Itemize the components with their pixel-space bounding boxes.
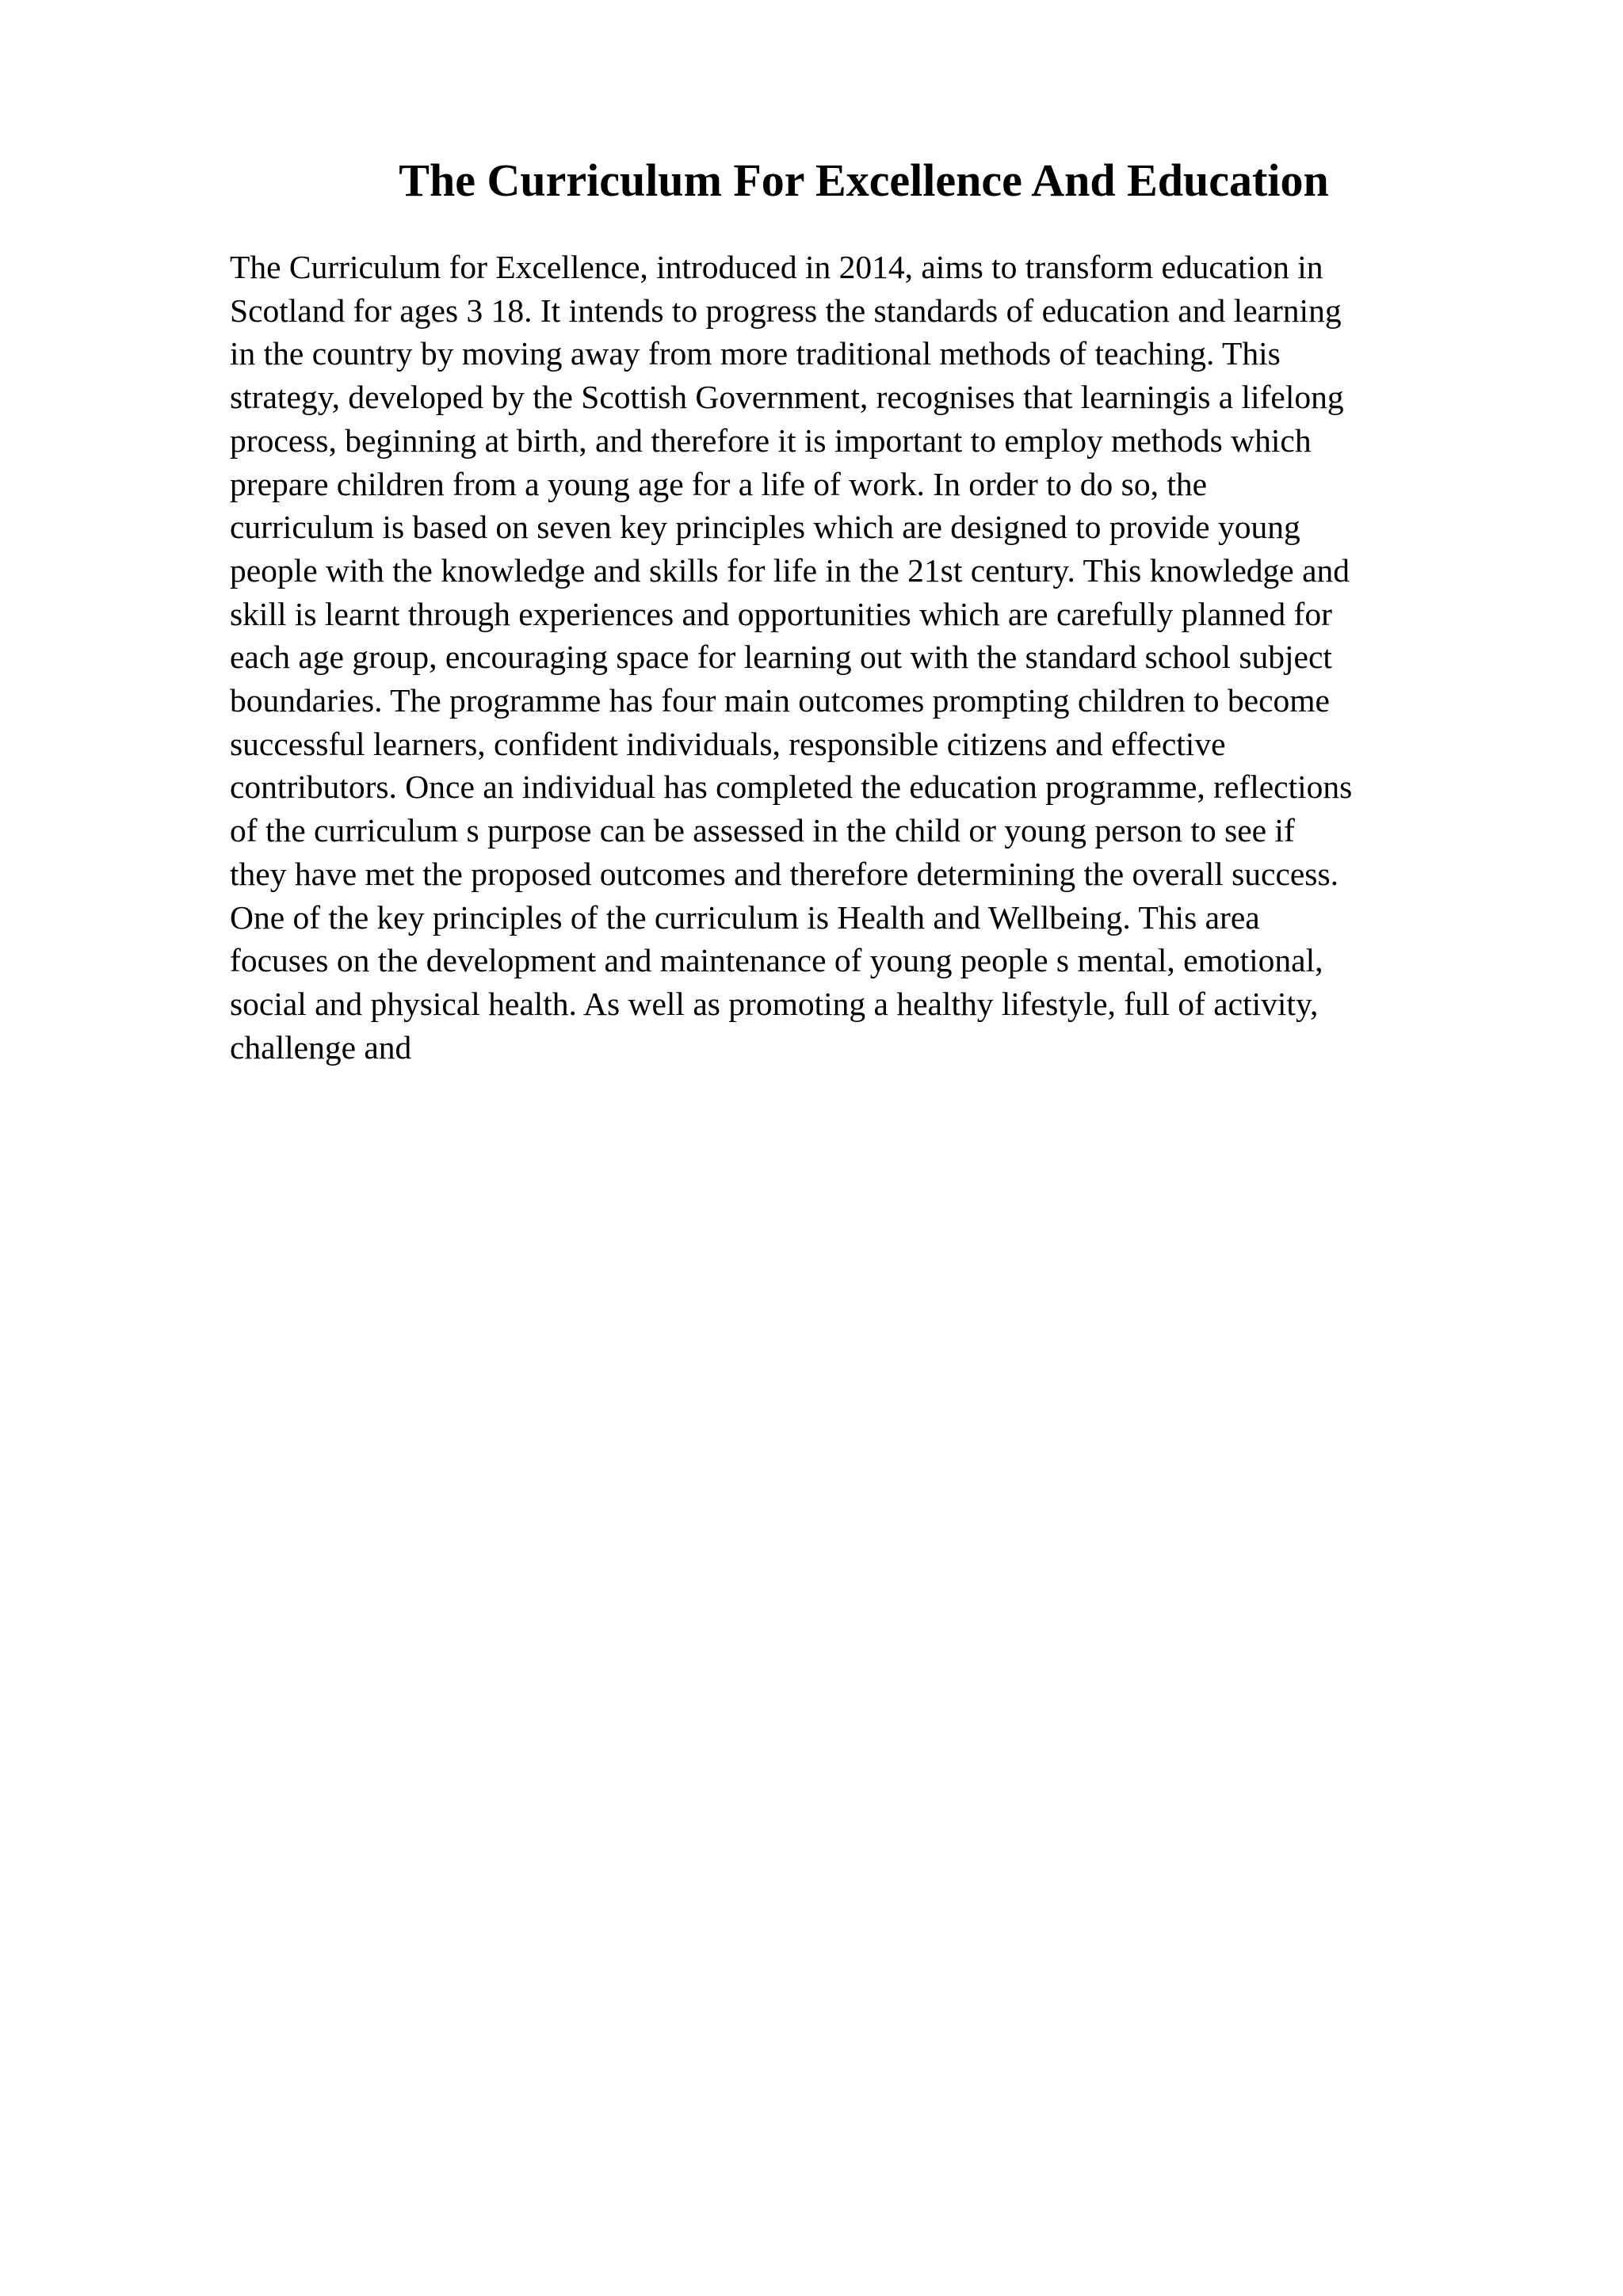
body-line: skill is learnt through experiences and opportunities which are carefully planned for <box>230 595 1332 632</box>
body-line: One of the key principles of the curriculum is Health and Wellbeing. This area <box>230 898 1260 936</box>
body-line: focuses on the development and maintenance of young people s mental, emotional, <box>230 942 1323 979</box>
body-line: of the curriculum s purpose can be assessed in the child or young person to see if <box>230 812 1295 849</box>
body-line: The Curriculum for Excellence, introduced in 2014, aims to transform education in <box>230 249 1323 285</box>
body-line: social and physical health. As well as promoting a healthy lifestyle, full of activity, <box>230 985 1319 1022</box>
body-line: prepare children from a young age for a life of work. In order to do so, the <box>230 465 1208 502</box>
body-line: they have met the proposed outcomes and therefore determining the overall success. <box>230 855 1338 892</box>
body-line: challenge and <box>230 1028 412 1066</box>
body-line: successful learners, confident individuals, responsible citizens and effective <box>230 725 1226 762</box>
body-line: contributors. Once an individual has completed the education programme, reflections <box>230 769 1353 806</box>
body-line: process, beginning at birth, and therefore it is important to employ methods which <box>230 421 1312 459</box>
document-body <box>230 246 1514 1069</box>
body-line: curriculum is based on seven key principles which are designed to provide young <box>230 509 1300 546</box>
body-line: people with the knowledge and skills for life in the 21st century. This knowledge and <box>230 551 1350 589</box>
body-line: Scotland for ages 3 18. It intends to progress the standards of education and learning <box>230 292 1342 329</box>
document-title: The Curriculum For Excellence And Education <box>399 154 1329 206</box>
body-line: strategy, developed by the Scottish Government, recognises that learningis a lifelong <box>230 379 1344 416</box>
body-line: boundaries. The programme has four main outcomes prompting children to become <box>230 682 1330 719</box>
body-line: each age group, encouraging space for learning out with the standard school subject <box>230 639 1332 676</box>
body-line: in the country by moving away from more traditional methods of teaching. This <box>230 335 1281 372</box>
